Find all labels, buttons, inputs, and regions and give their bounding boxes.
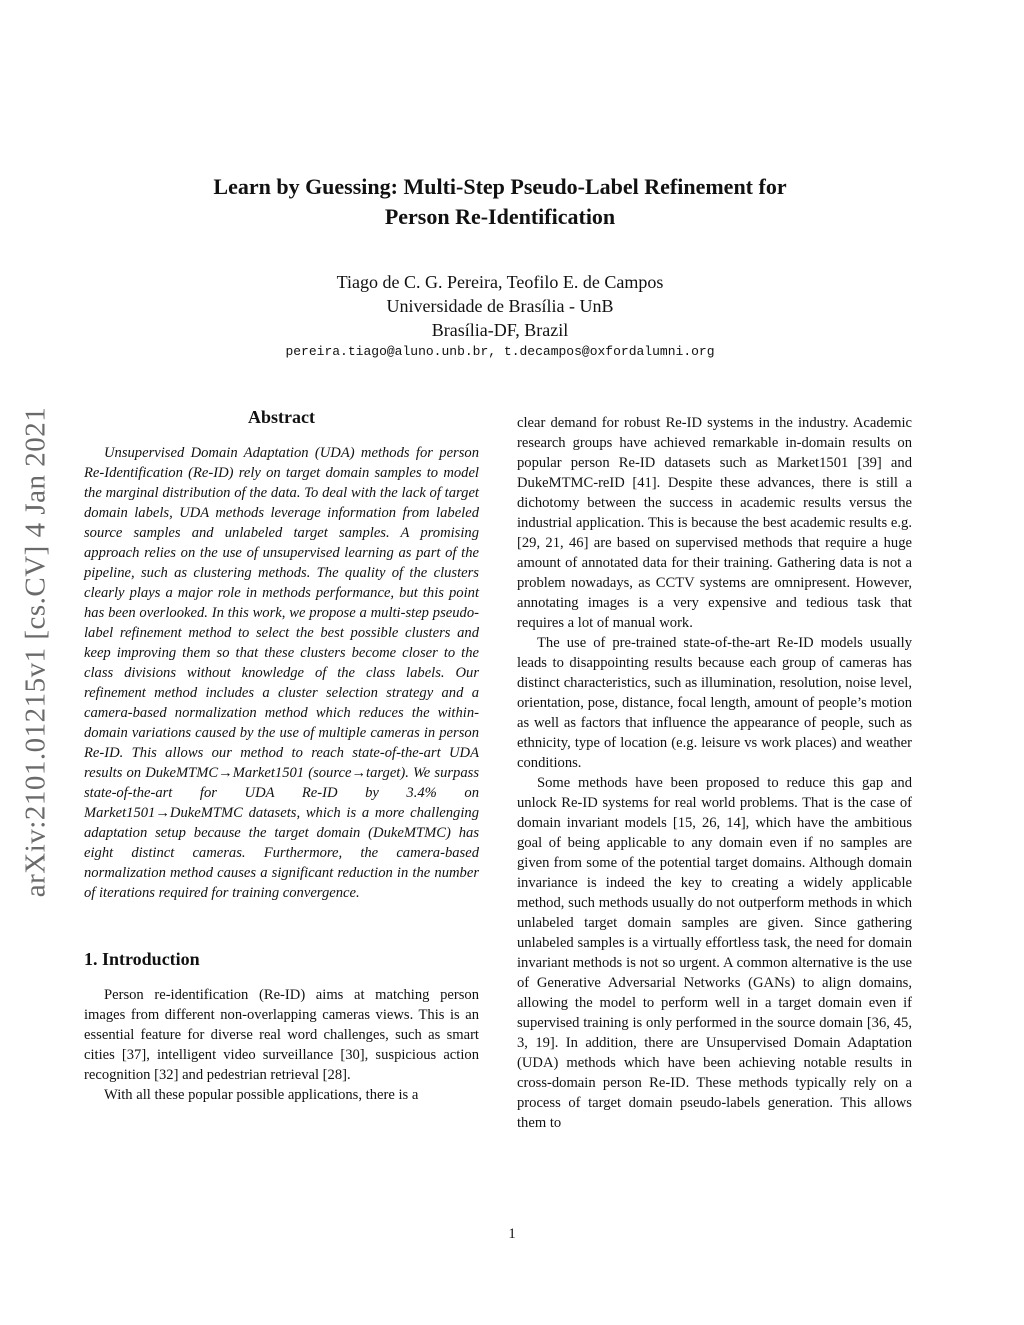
title-line-2: Person Re-Identification xyxy=(384,204,616,229)
intro-paragraph-2-continued: clear demand for robust Re-ID systems in the industry. Academic research groups have achieved remarkable in-domain results on popular person Re-ID datasets such as Market1501 [39] and DukeMTMC-reID [41]. Despite these advances, there is still a dichotomy between the success in academic results versus the industrial application. This is because the best academic results e.g. [29, 21, 46] are based on supervised methods that require a huge amount of annotated data for their training. Gathering data is not a problem nowadays, as CCTV systems are omnipresent. However, annotating images is a very expensive and tedious task that requires a lot of manual work. xyxy=(517,415,912,631)
author-emails: pereira.tiago@aluno.unb.br, t.decampos@oxfordalumni.org xyxy=(285,344,715,359)
abstract-heading: Abstract xyxy=(248,407,315,427)
arxiv-identifier: arXiv:2101.01215v1 [cs.CV] 4 Jan 2021 xyxy=(19,406,52,898)
intro-paragraph-2: With all these popular possible applications, there is a xyxy=(104,1087,419,1103)
intro-paragraph-1: Person re-identification (Re-ID) aims at matching person images from different non-overlapping cameras views. This is an essential feature for diverse real word challenges, such as smart cities [37], intelligent video surveillance [30], suspicious action recognition [32] and pedestrian retrieval [28]. xyxy=(84,987,479,1083)
intro-paragraph-3: The use of pre-trained state-of-the-art Re-ID models usually leads to disappointing results because each group of cameras has distinct characteristics, such as illumination, resolution, noise level, orientation, pose, distance, focal length, amount of people’s motion as well as factors that influence the appearance of people, such as ethnicity, type of location (e.g. leisure vs work places) and weather conditions. xyxy=(517,635,912,771)
intro-paragraph-4: Some methods have been proposed to reduce this gap and unlock Re-ID systems for real world problems. That is the case of domain invariant models [15, 26, 14], which have the ambitious goal of being applicable to any domain even if no samples are given from some of the potential target domains. Although domain invariance is indeed the key to creating a widely applicable method, such methods usually do not outperform methods in which unlabeled target domain samples are given. Since gathering unlabeled samples is a virtually effortless task, the need for domain invariant methods is not so urgent. A common alternative is the use of Generative Adversarial Networks (GANs) to align domains, allowing the model to perform well in a target domain even if supervised training is only performed in the source domain [36, 45, 3, 19]. In addition, there are Unsupervised Domain Adaptation (UDA) methods which have been achieving notable results in cross-domain person Re-ID. These methods typically rely on a process of target domain pseudo-labels generation. This allows them to xyxy=(517,775,912,1131)
left-column xyxy=(84,407,479,1105)
title-line-1: Learn by Guessing: Multi-Step Pseudo-Label Refinement for xyxy=(213,174,787,199)
paper-title xyxy=(140,172,860,232)
author-names: Tiago de C. G. Pereira, Teofilo E. de Campos xyxy=(336,272,664,292)
author-block xyxy=(200,270,800,342)
affiliation: Universidade de Brasília - UnB xyxy=(386,296,614,316)
arxiv-sidebar xyxy=(16,372,56,932)
page-number: 1 xyxy=(508,1226,516,1242)
location: Brasília-DF, Brazil xyxy=(431,320,569,340)
abstract xyxy=(84,443,479,903)
abstract-text: Unsupervised Domain Adaptation (UDA) methods for person Re-Identification (Re-ID) rely on target domain samples to model the marginal distribution of the data. To deal with the lack of target domain labels, UDA methods leverage information from labeled source samples and unlabeled target samples. A promising approach relies on the use of unsupervised learning as part of the pipeline, such as clustering methods. The quality of the clusters clearly plays a major role in methods performance, but this point has been overlooked. In this work, we propose a multi-step pseudo-label refinement method to select the best possible clusters and keep improving them so that these clusters become closer to the class divisions without knowledge of the class labels. Our refinement method includes a cluster selection strategy and a camera-based normalization method which reduces the within-domain variations caused by the use of multiple cameras in person Re-ID. This allows our method to reach state-of-the-art UDA results on DukeMTMC→Market1501 (source→target). We surpass state-of-the-art for UDA Re-ID by 3.4% on Market1501→DukeMTMC datasets, which is a more challenging adaptation setup because the target domain (DukeMTMC) has eight distinct cameras. Furthermore, the camera-based normalization method causes a significant reduction in the number of iterations required for training convergence. xyxy=(84,445,479,901)
right-column xyxy=(517,413,912,1133)
section-heading-introduction: 1. Introduction xyxy=(84,949,200,969)
